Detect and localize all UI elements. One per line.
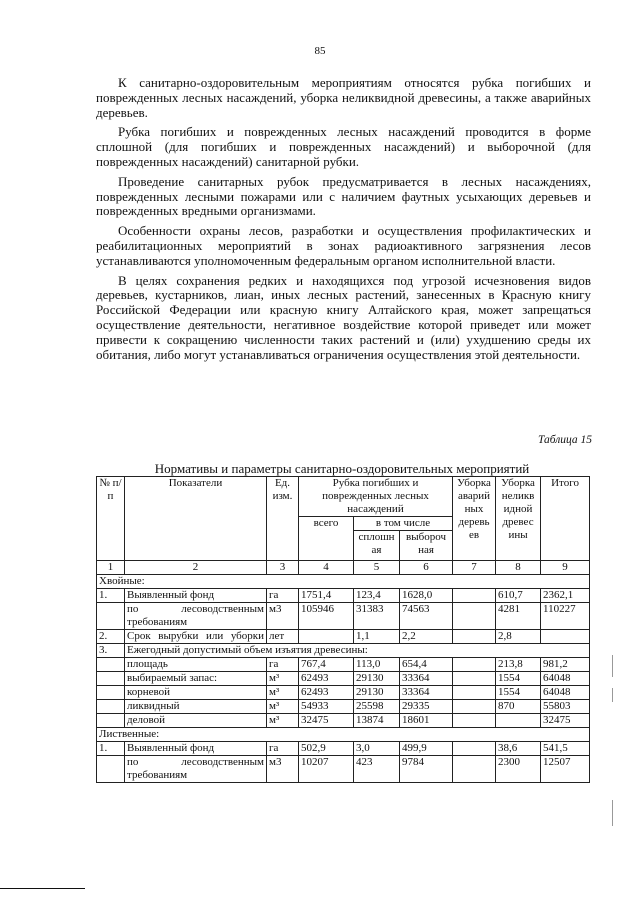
header-incl: в том числе bbox=[354, 517, 453, 531]
header-total: всего bbox=[299, 517, 354, 561]
table-row bbox=[97, 714, 590, 728]
cell-label: по лесоводственным требованиям bbox=[125, 603, 267, 630]
cell-clear: 1,1 bbox=[354, 630, 400, 644]
cell-illiquid: 1554 bbox=[496, 686, 541, 700]
cell-num bbox=[97, 658, 125, 672]
cell-selective: 1628,0 bbox=[400, 589, 453, 603]
cell-emergency bbox=[453, 630, 496, 644]
cell-clear: 3,0 bbox=[354, 742, 400, 756]
cell-illiquid: 1554 bbox=[496, 672, 541, 686]
cell-num bbox=[97, 603, 125, 630]
cell-selective: 9784 bbox=[400, 756, 453, 783]
cell-clear: 31383 bbox=[354, 603, 400, 630]
cell-total: 105946 bbox=[299, 603, 354, 630]
cell-sum: 12507 bbox=[541, 756, 590, 783]
col-number: 4 bbox=[299, 561, 354, 575]
cell-sum: 2362,1 bbox=[541, 589, 590, 603]
cell-selective: 654,4 bbox=[400, 658, 453, 672]
header-illiquid: Уборка неликв идной древес ины bbox=[496, 477, 541, 561]
cell-unit: м3 bbox=[267, 756, 299, 783]
col-number: 1 bbox=[97, 561, 125, 575]
cell-label: площадь bbox=[125, 658, 267, 672]
cell-unit: м³ bbox=[267, 700, 299, 714]
section-row bbox=[97, 575, 590, 589]
cell-unit: га bbox=[267, 742, 299, 756]
scan-margin-mark bbox=[612, 655, 613, 677]
header-num: № п/п bbox=[97, 477, 125, 561]
cell-illiquid: 38,6 bbox=[496, 742, 541, 756]
cell-emergency bbox=[453, 756, 496, 783]
cell-total: 767,4 bbox=[299, 658, 354, 672]
cell-sum: 64048 bbox=[541, 672, 590, 686]
cell-selective: 2,2 bbox=[400, 630, 453, 644]
header-indicator: Показатели bbox=[125, 477, 267, 561]
header-clear: сплошн ая bbox=[354, 531, 400, 561]
table-row bbox=[97, 658, 590, 672]
paragraph: Проведение санитарных рубок предусматривается в лесных насаждениях, поврежденных лесными пожарами или с наличием фаутных усыхающих деревьев и поврежденных вредными организмами. bbox=[96, 173, 591, 219]
cell-label: Выявленный фонд bbox=[125, 589, 267, 603]
col-number: 8 bbox=[496, 561, 541, 575]
col-number: 6 bbox=[400, 561, 453, 575]
table-row bbox=[97, 603, 590, 630]
cell-unit: га bbox=[267, 589, 299, 603]
table-title: Нормативы и параметры санитарно-оздоровительных мероприятий bbox=[154, 461, 530, 476]
header-unit: Ед. изм. bbox=[267, 477, 299, 561]
cell-num bbox=[97, 686, 125, 700]
cell-illiquid bbox=[496, 714, 541, 728]
section-row bbox=[97, 728, 590, 742]
col-number: 5 bbox=[354, 561, 400, 575]
table-row bbox=[97, 589, 590, 603]
footnote-divider bbox=[0, 888, 85, 889]
cell-label: Ежегодный допустимый объем изъятия древесины: bbox=[125, 644, 590, 658]
cell-total: 62493 bbox=[299, 686, 354, 700]
cell-total: 62493 bbox=[299, 672, 354, 686]
paragraph: В целях сохранения редких и находящихся под угрозой исчезновения видов деревьев, кустарников, лиан, иных лесных растений, занесенных в Красную книгу Российской Федерации или красную книгу Алтайского края, может запрещаться осуществление деятельности, негативное воздействие которой приведет или может привести к сокращению численности таких растений и (или) ухудшению среды их обитания, либо могут устанавливаться ограничения осуществления этой деятельности. bbox=[96, 272, 591, 362]
cell-num: 3. bbox=[97, 644, 125, 658]
table-row bbox=[97, 756, 590, 783]
cell-sum: 32475 bbox=[541, 714, 590, 728]
cell-emergency bbox=[453, 742, 496, 756]
cell-selective: 18601 bbox=[400, 714, 453, 728]
page-number: 85 bbox=[314, 45, 326, 57]
section-title: Лиственные: bbox=[97, 728, 590, 742]
cell-emergency bbox=[453, 603, 496, 630]
table-row bbox=[97, 644, 590, 658]
cell-label: Срок вырубки или уборки bbox=[125, 630, 267, 644]
cell-illiquid: 2300 bbox=[496, 756, 541, 783]
cell-total bbox=[299, 630, 354, 644]
cell-illiquid: 870 bbox=[496, 700, 541, 714]
cell-total: 1751,4 bbox=[299, 589, 354, 603]
header-selective: выбороч ная bbox=[400, 531, 453, 561]
cell-clear: 13874 bbox=[354, 714, 400, 728]
cell-clear: 25598 bbox=[354, 700, 400, 714]
cell-label: выбираемый запас: bbox=[125, 672, 267, 686]
scan-margin-mark bbox=[612, 688, 613, 702]
cell-sum: 110227 bbox=[541, 603, 590, 630]
cell-unit: м³ bbox=[267, 714, 299, 728]
col-number: 7 bbox=[453, 561, 496, 575]
cell-label: корневой bbox=[125, 686, 267, 700]
cell-sum bbox=[541, 630, 590, 644]
norms-table bbox=[96, 476, 590, 783]
col-number: 9 bbox=[541, 561, 590, 575]
cell-label: ликвидный bbox=[125, 700, 267, 714]
scan-margin-mark bbox=[612, 800, 613, 826]
cell-unit: га bbox=[267, 658, 299, 672]
cell-selective: 74563 bbox=[400, 603, 453, 630]
cell-emergency bbox=[453, 714, 496, 728]
cell-clear: 123,4 bbox=[354, 589, 400, 603]
cell-selective: 29335 bbox=[400, 700, 453, 714]
table-row bbox=[97, 742, 590, 756]
cell-emergency bbox=[453, 658, 496, 672]
cell-unit: лет bbox=[267, 630, 299, 644]
paragraph: Рубка погибших и поврежденных лесных насаждений проводится в форме сплошной (для погибших и поврежденных насаждений) и выборочной (для поврежденных насаждений) санитарной рубки. bbox=[96, 124, 591, 169]
column-number-row bbox=[97, 561, 590, 575]
cell-illiquid: 4281 bbox=[496, 603, 541, 630]
cell-unit: м³ bbox=[267, 686, 299, 700]
cell-num bbox=[97, 756, 125, 783]
cell-total: 32475 bbox=[299, 714, 354, 728]
cell-total: 502,9 bbox=[299, 742, 354, 756]
cell-selective: 33364 bbox=[400, 686, 453, 700]
cell-clear: 113,0 bbox=[354, 658, 400, 672]
cell-sum: 55803 bbox=[541, 700, 590, 714]
cell-clear: 29130 bbox=[354, 672, 400, 686]
cell-sum: 981,2 bbox=[541, 658, 590, 672]
cell-num bbox=[97, 700, 125, 714]
cell-total: 10207 bbox=[299, 756, 354, 783]
table-row bbox=[97, 700, 590, 714]
cell-label: Выявленный фонд bbox=[125, 742, 267, 756]
cell-num: 1. bbox=[97, 589, 125, 603]
table-row bbox=[97, 686, 590, 700]
cell-illiquid: 213,8 bbox=[496, 658, 541, 672]
cell-illiquid: 610,7 bbox=[496, 589, 541, 603]
table-row bbox=[97, 630, 590, 644]
cell-sum: 541,5 bbox=[541, 742, 590, 756]
cell-emergency bbox=[453, 700, 496, 714]
cell-total: 54933 bbox=[299, 700, 354, 714]
body-text bbox=[96, 76, 591, 367]
cell-selective: 33364 bbox=[400, 672, 453, 686]
table-label: Таблица 15 bbox=[537, 434, 592, 446]
cell-label: деловой bbox=[125, 714, 267, 728]
cell-label: по лесоводственным требованиям bbox=[125, 756, 267, 783]
cell-selective: 499,9 bbox=[400, 742, 453, 756]
paragraph: К санитарно-оздоровительным мероприятиям относятся рубка погибших и поврежденных лесных насаждений, уборка неликвидной древесины, а также аварийных деревьев. bbox=[96, 75, 591, 120]
cell-emergency bbox=[453, 686, 496, 700]
paragraph: Особенности охраны лесов, разработки и осуществления профилактических и реабилитационных мероприятий в зонах радиоактивного загрязнения лесов устанавливаются уполномоченным федеральным органом исполнительной власти. bbox=[96, 223, 591, 268]
cell-sum: 64048 bbox=[541, 686, 590, 700]
cell-unit: м3 bbox=[267, 603, 299, 630]
cell-num: 2. bbox=[97, 630, 125, 644]
cell-emergency bbox=[453, 672, 496, 686]
header-emergency: Уборка аварий ных деревь ев bbox=[453, 477, 496, 561]
table-row bbox=[97, 672, 590, 686]
col-number: 2 bbox=[125, 561, 267, 575]
header-felling: Рубка погибших и поврежденных лесных насаждений bbox=[299, 477, 453, 517]
cell-num bbox=[97, 672, 125, 686]
cell-illiquid: 2,8 bbox=[496, 630, 541, 644]
section-title: Хвойные: bbox=[97, 575, 590, 589]
cell-num bbox=[97, 714, 125, 728]
header-row bbox=[97, 477, 590, 517]
cell-unit: м³ bbox=[267, 672, 299, 686]
header-sum: Итого bbox=[541, 477, 590, 561]
cell-clear: 423 bbox=[354, 756, 400, 783]
cell-clear: 29130 bbox=[354, 686, 400, 700]
cell-num: 1. bbox=[97, 742, 125, 756]
col-number: 3 bbox=[267, 561, 299, 575]
cell-emergency bbox=[453, 589, 496, 603]
